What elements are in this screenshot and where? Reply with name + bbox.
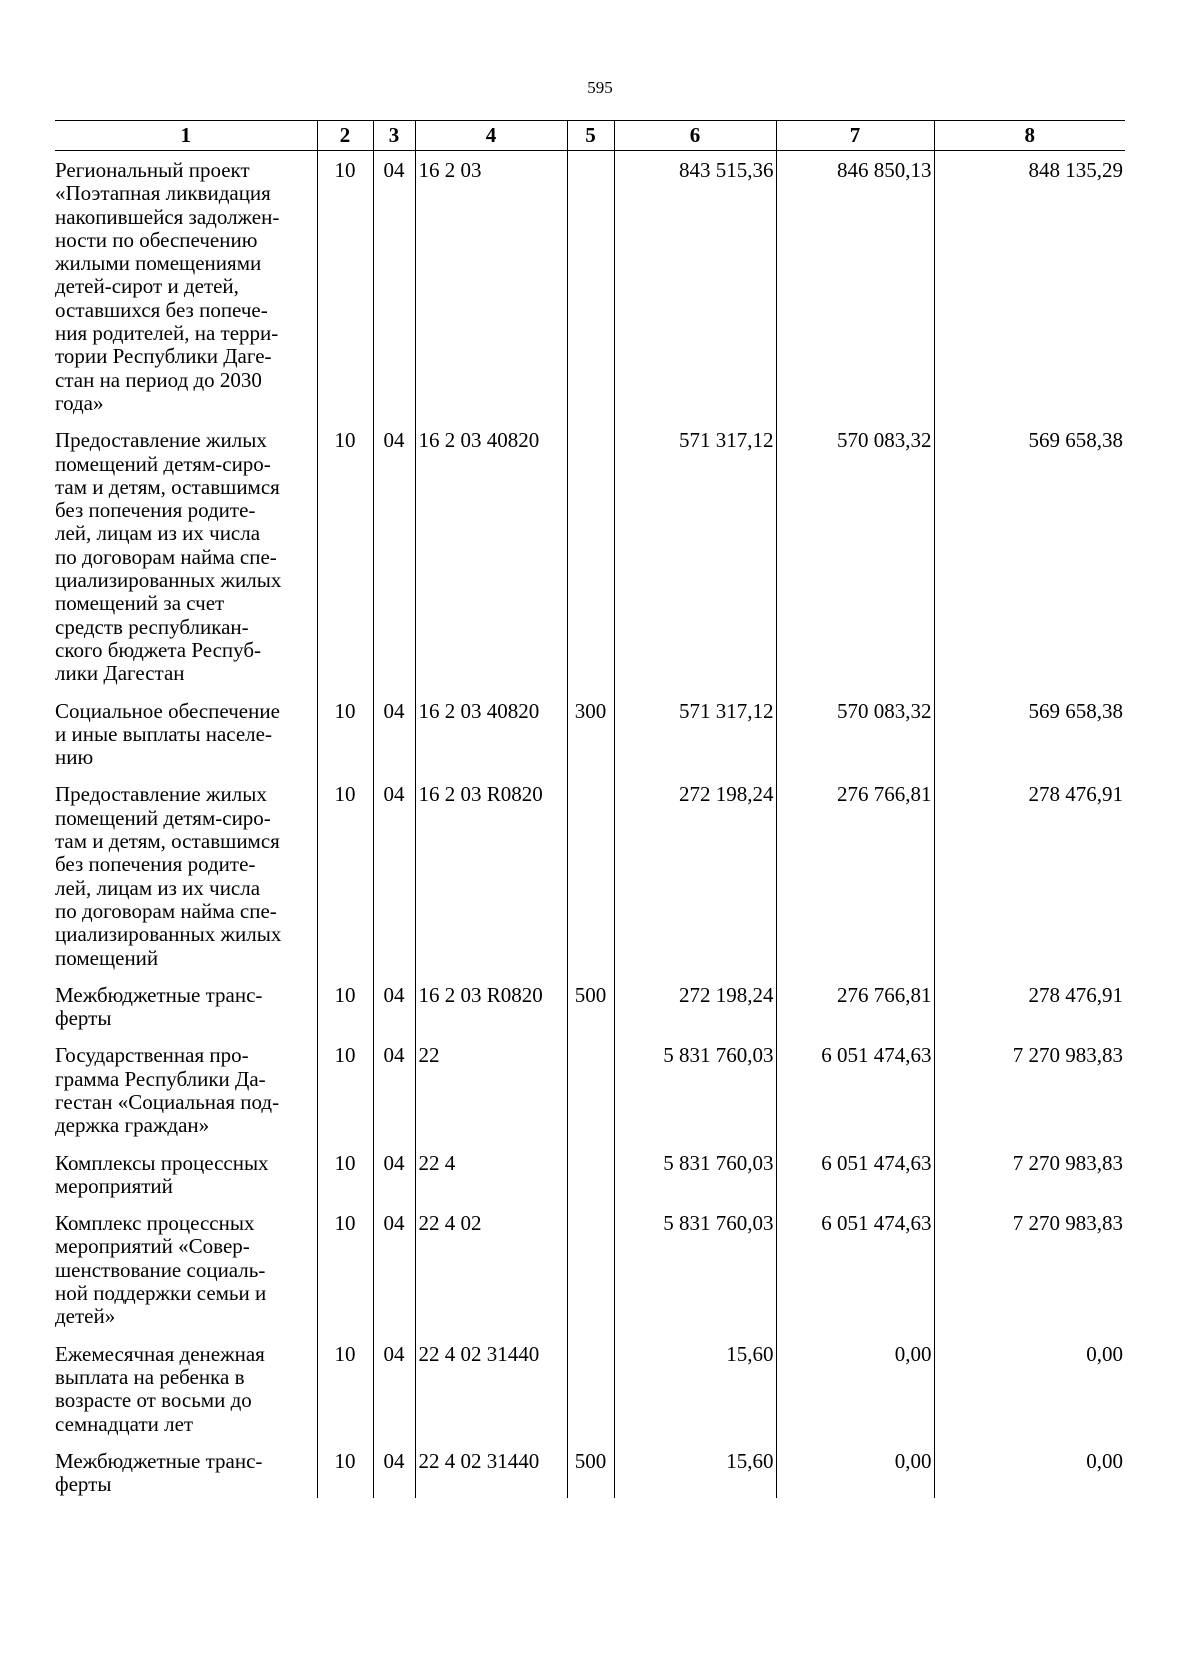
row-section: 10 (317, 1152, 373, 1213)
table-row (55, 151, 1125, 430)
row-amount-year-2: 570 083,32 (776, 429, 934, 699)
row-target-code: 16 2 03 R0820 (415, 984, 567, 1045)
row-amount-year-3: 848 135,29 (934, 151, 1125, 430)
row-subsection: 04 (373, 1343, 415, 1450)
header-col-8: 8 (934, 121, 1125, 151)
row-section: 10 (317, 700, 373, 784)
row-subsection: 04 (373, 1450, 415, 1499)
row-amount-year-1: 5 831 760,03 (614, 1152, 776, 1213)
row-amount-year-3: 569 658,38 (934, 429, 1125, 699)
row-expense-type (567, 429, 614, 699)
row-amount-year-3: 7 270 983,83 (934, 1212, 1125, 1342)
row-amount-year-1: 272 198,24 (614, 783, 776, 983)
row-amount-year-1: 272 198,24 (614, 984, 776, 1045)
row-expense-type (567, 1044, 614, 1151)
row-amount-year-2: 0,00 (776, 1450, 934, 1499)
header-col-5: 5 (567, 121, 614, 151)
row-name: Предоставление жилых помещений детям-сиро- там и детям, оставшимся без попечения родите- лей, лицам из их числа по договорам найма спе- циализированных жилых помещений (55, 782, 282, 970)
table-row (55, 700, 1125, 784)
row-expense-type: 500 (567, 984, 614, 1045)
row-subsection: 04 (373, 1152, 415, 1213)
row-subsection: 04 (373, 984, 415, 1045)
row-amount-year-3: 0,00 (934, 1343, 1125, 1450)
row-target-code: 22 4 02 31440 (415, 1450, 567, 1499)
header-col-2: 2 (317, 121, 373, 151)
header-col-7: 7 (776, 121, 934, 151)
header-col-3: 3 (373, 121, 415, 151)
row-section: 10 (317, 1212, 373, 1342)
row-expense-type: 300 (567, 700, 614, 784)
header-col-6: 6 (614, 121, 776, 151)
row-name: Предоставление жилых помещений детям-сиро- там и детям, оставшимся без попечения родите- лей, лицам из их числа по договорам найма спе- циализированных жилых помещений за счет средств республикан- ского бюджета Респуб- лики Дагестан (55, 428, 282, 686)
header-col-1: 1 (55, 121, 317, 151)
row-amount-year-2: 846 850,13 (776, 151, 934, 430)
row-target-code: 16 2 03 40820 (415, 700, 567, 784)
row-subsection: 04 (373, 783, 415, 983)
row-amount-year-1: 15,60 (614, 1450, 776, 1499)
row-name: Государственная про- грамма Республики Да- гестан «Социальная под- держка граждан» (55, 1043, 280, 1138)
table-row (55, 1212, 1125, 1342)
row-subsection: 04 (373, 700, 415, 784)
table-row (55, 984, 1125, 1045)
row-amount-year-2: 276 766,81 (776, 783, 934, 983)
table-row (55, 1343, 1125, 1450)
row-expense-type (567, 151, 614, 430)
row-section: 10 (317, 1343, 373, 1450)
row-subsection: 04 (373, 429, 415, 699)
row-expense-type (567, 1343, 614, 1450)
row-subsection: 04 (373, 151, 415, 430)
row-name: Комплекс процессных мероприятий «Совер- шенствование социаль- ной поддержки семьи и детей» (55, 1211, 267, 1329)
row-section: 10 (317, 783, 373, 983)
row-target-code: 22 4 02 (415, 1212, 567, 1342)
row-target-code: 22 4 (415, 1152, 567, 1213)
row-amount-year-3: 7 270 983,83 (934, 1152, 1125, 1213)
row-target-code: 22 (415, 1044, 567, 1151)
row-amount-year-3: 278 476,91 (934, 984, 1125, 1045)
row-subsection: 04 (373, 1212, 415, 1342)
row-section: 10 (317, 151, 373, 430)
row-section: 10 (317, 429, 373, 699)
row-name: Региональный проект «Поэтапная ликвидация накопившейся задолжен- ности по обеспечению жилыми помещениями детей-сирот и детей, оставшихся без попече- ния родителей, на терри- тории Республики Даге- стан на период до 2030 года» (55, 158, 280, 415)
row-amount-year-3: 569 658,38 (934, 700, 1125, 784)
row-name: Межбюджетные транс- ферты (55, 982, 263, 1031)
row-amount-year-2: 0,00 (776, 1343, 934, 1450)
row-section: 10 (317, 984, 373, 1045)
row-amount-year-2: 6 051 474,63 (776, 1212, 934, 1342)
budget-table (55, 120, 1125, 1498)
table-header-row (55, 121, 1125, 151)
row-name: Комплексы процессных мероприятий (55, 1150, 269, 1198)
row-name: Социальное обеспечение и иные выплаты населе- нию (55, 698, 280, 770)
row-amount-year-3: 0,00 (934, 1450, 1125, 1499)
table-row (55, 429, 1125, 699)
row-target-code: 16 2 03 R0820 (415, 783, 567, 983)
row-target-code: 16 2 03 40820 (415, 429, 567, 699)
row-expense-type (567, 1152, 614, 1213)
table-row (55, 1044, 1125, 1151)
row-expense-type (567, 1212, 614, 1342)
row-amount-year-1: 571 317,12 (614, 429, 776, 699)
row-subsection: 04 (373, 1044, 415, 1151)
row-section: 10 (317, 1044, 373, 1151)
row-amount-year-2: 276 766,81 (776, 984, 934, 1045)
row-target-code: 22 4 02 31440 (415, 1343, 567, 1450)
row-section: 10 (317, 1450, 373, 1499)
header-col-4: 4 (415, 121, 567, 151)
row-amount-year-1: 5 831 760,03 (614, 1044, 776, 1151)
row-amount-year-3: 278 476,91 (934, 783, 1125, 983)
table-row (55, 1450, 1125, 1499)
row-amount-year-3: 7 270 983,83 (934, 1044, 1125, 1151)
row-amount-year-2: 6 051 474,63 (776, 1044, 934, 1151)
row-expense-type: 500 (567, 1450, 614, 1499)
row-amount-year-1: 5 831 760,03 (614, 1212, 776, 1342)
row-expense-type (567, 783, 614, 983)
row-amount-year-1: 15,60 (614, 1343, 776, 1450)
row-name: Ежемесячная денежная выплата на ребенка в возрасте от восьми до семнадцати лет (55, 1341, 265, 1436)
row-amount-year-2: 570 083,32 (776, 700, 934, 784)
row-amount-year-2: 6 051 474,63 (776, 1152, 934, 1213)
table-row (55, 1152, 1125, 1213)
row-name: Межбюджетные транс- ферты (55, 1448, 263, 1497)
page-number: 595 (587, 78, 613, 97)
row-target-code: 16 2 03 (415, 151, 567, 430)
table-row (55, 783, 1125, 983)
row-amount-year-1: 843 515,36 (614, 151, 776, 430)
row-amount-year-1: 571 317,12 (614, 700, 776, 784)
